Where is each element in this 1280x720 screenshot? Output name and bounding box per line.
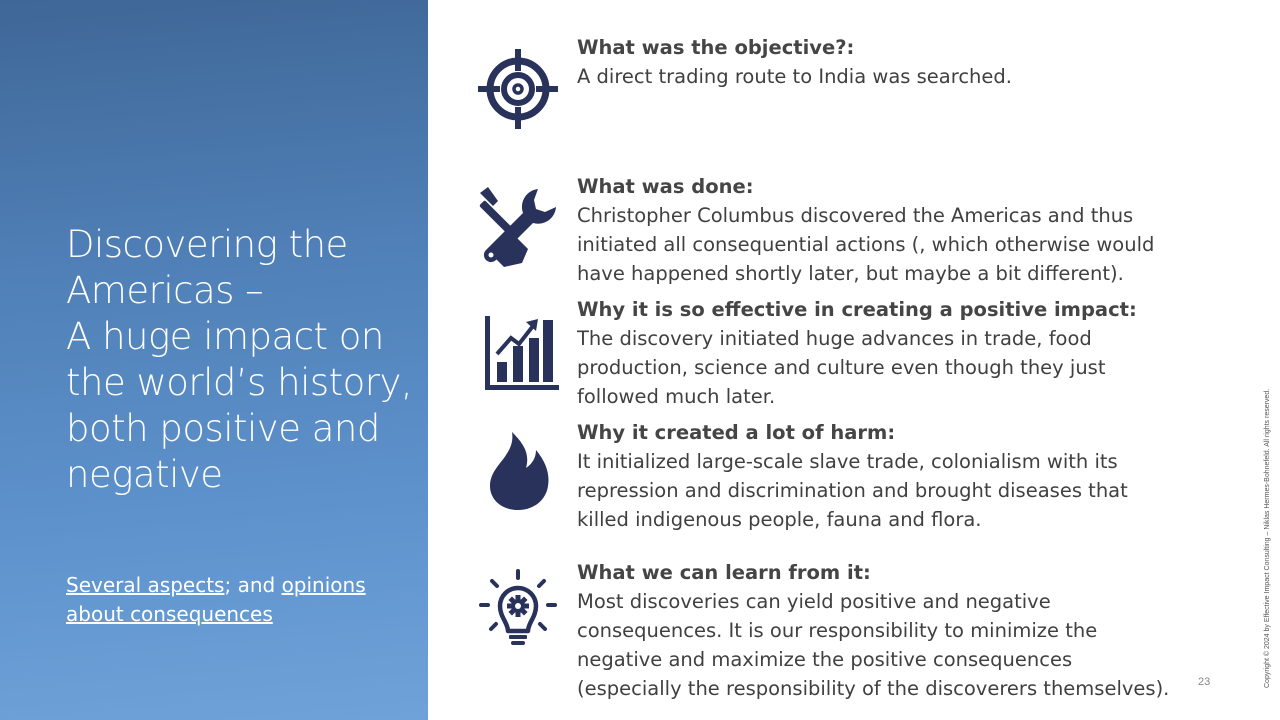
section-heading: What we can learn from it: [577, 561, 871, 584]
body-line: It initialized large-scale slave trade, colonialism with its [577, 450, 1118, 473]
body-line: followed much later. [577, 385, 776, 408]
opinions-link[interactable]: opinions [281, 573, 366, 597]
body-line: negative and maximize the positive consequences [577, 648, 1073, 671]
link-separator: ; and [224, 573, 282, 597]
lessons-section [577, 558, 1187, 703]
objective-section [577, 33, 1187, 91]
page-number: 23 [1198, 676, 1211, 688]
lightbulb-gear-icon [478, 569, 558, 649]
body-line: killed indigenous people, fauna and flora. [577, 508, 982, 531]
title-line: both positive and [66, 407, 380, 450]
body-line: A direct trading route to India was searched. [577, 65, 1012, 88]
title-line: A huge impact on [66, 315, 384, 358]
what-was-done-section [577, 172, 1187, 288]
body-line: production, science and culture even though they just [577, 356, 1106, 379]
body-line: Christopher Columbus discovered the Americas and thus [577, 204, 1134, 227]
body-line: have happened shortly later, but maybe a bit different). [577, 262, 1124, 285]
title-line: Discovering the [66, 223, 348, 266]
several-aspects-link[interactable]: Several aspects [66, 573, 225, 597]
fire-icon [478, 430, 558, 510]
body-line: repression and discrimination and brought diseases that [577, 479, 1128, 502]
growth-chart-icon [481, 314, 561, 394]
section-body [577, 201, 1187, 288]
section-body [577, 447, 1187, 534]
section-heading: Why it is so effective in creating a positive impact: [577, 298, 1137, 321]
copyright-notice [1262, 322, 1278, 692]
body-line: Most discoveries can yield positive and negative [577, 590, 1051, 613]
copyright-text: Copyright © 2024 by Effective Impact Consulting – Niklas Hermes-Bohnefeld. All rights reserved. [1264, 388, 1271, 688]
body-line: initiated all consequential actions (, which otherwise would [577, 233, 1155, 256]
target-icon [478, 49, 558, 129]
title-line: the world’s history, [66, 361, 413, 404]
title-line: negative [66, 453, 223, 496]
section-body [577, 324, 1187, 411]
positive-impact-section [577, 295, 1187, 411]
body-line: (especially the responsibility of the discoverers themselves). [577, 677, 1170, 700]
section-body [577, 62, 1187, 91]
title-panel [0, 0, 428, 720]
section-body [577, 587, 1187, 703]
tools-icon [478, 187, 558, 267]
section-heading: What was the objective?: [577, 36, 855, 59]
opinions-link-continued[interactable]: about consequences [66, 602, 273, 626]
title-line: Americas – [66, 269, 264, 312]
section-heading: What was done: [577, 175, 754, 198]
body-line: The discovery initiated huge advances in trade, food [577, 327, 1092, 350]
slide-title [66, 222, 411, 498]
harm-section [577, 418, 1187, 534]
body-line: consequences. It is our responsibility to minimize the [577, 619, 1098, 642]
reference-links [66, 571, 416, 629]
section-heading: Why it created a lot of harm: [577, 421, 896, 444]
